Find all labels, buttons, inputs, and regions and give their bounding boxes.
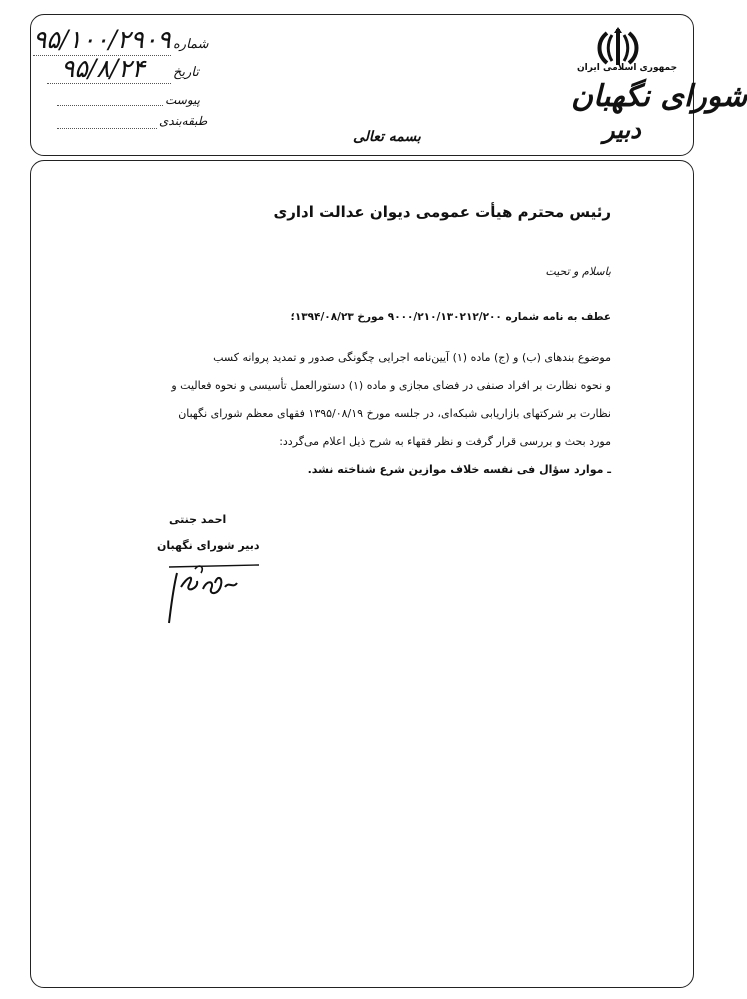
paragraph-line: مورد بحث و بررسی قرار گرفت و نظر فقهاء به شرح ذیل اعلام می‌گردد: <box>279 435 611 448</box>
org-role: دبیر <box>603 115 641 144</box>
classification-label: طبقه‌بندی <box>159 114 208 128</box>
classification-line <box>57 128 157 129</box>
reference-line: عطف به نامه شماره ۹۰۰۰/۲۱۰/۱۳۰۲۱۲/۲۰۰ مورخ ۱۳۹۴/۰۸/۲۳؛ <box>290 311 611 323</box>
basmala: بسمه تعالی <box>353 129 421 145</box>
emblem-caption: جمهوری اسلامی ایران <box>577 63 678 73</box>
number-value: ۹۵/۱۰۰/۲۹۰۹ <box>33 25 171 54</box>
attachment-label: پیوست <box>165 93 200 107</box>
ruling: ـ موارد سؤال فی نفسه خلاف موازین شرع شناخته نشد. <box>307 463 611 476</box>
letterhead-frame <box>30 14 747 156</box>
signatory-name: احمد جنتی <box>169 513 227 526</box>
paragraph-line: نظارت بر شرکتهای بازاریابی شبکه‌ای، در جلسه مورخ ۱۳۹۵/۰۸/۱۹ فقهای معظم شورای نگهبان <box>178 407 611 420</box>
date-label: تاریخ <box>173 65 199 80</box>
handwritten-signature <box>159 559 269 629</box>
signatory-title: دبیر شورای نگهبان <box>157 539 260 552</box>
greeting: باسلام و تحیت <box>545 265 611 278</box>
org-name: شورای نگهبان <box>571 79 747 114</box>
number-label: شماره <box>173 37 209 52</box>
date-line <box>47 83 171 84</box>
attachment-line <box>57 105 163 106</box>
date-value: ۹۵/۸/۲۴ <box>61 54 145 83</box>
paragraph-line: موضوع بندهای (ب) و (ج) ماده (۱) آیین‌نامه اجرایی چگونگی صدور و تمدید پروانه کسب <box>213 351 611 364</box>
recipient: رئیس محترم هیأت عمومی دیوان عدالت اداری <box>273 203 611 221</box>
letter-body-frame <box>30 160 694 988</box>
paragraph-line: و نحوه نظارت بر افراد صنفی در فضای مجازی و ماده (۱) دستورالعمل تأسیسی و نحوه فعالیت و <box>171 379 611 392</box>
